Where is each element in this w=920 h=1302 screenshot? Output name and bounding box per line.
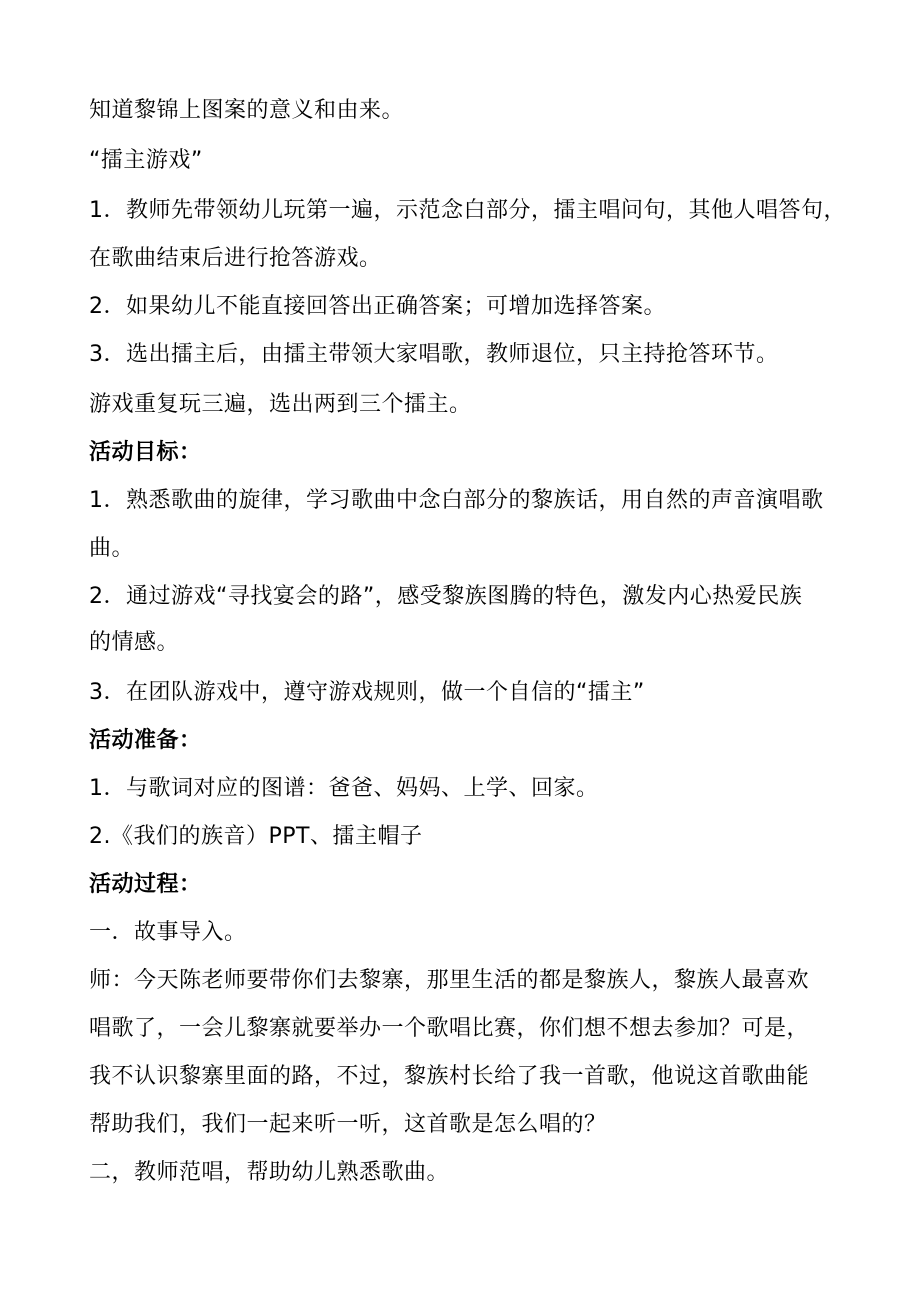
process-line: 我不认识黎寨里面的路，不过，黎族村长给了我一首歌，他说这首歌曲能 bbox=[89, 1064, 810, 1089]
goal-line: 1．熟悉歌曲的旋律，学习歌曲中念白部分的黎族话，用自然的声音演唱歌 bbox=[89, 488, 824, 513]
goal-line: 的情感。 bbox=[89, 630, 180, 655]
prep-heading: 活动准备： bbox=[89, 728, 202, 753]
goals-heading: 活动目标： bbox=[89, 440, 202, 465]
game-rule-line: 1．教师先带领幼儿玩第一遍，示范念白部分，擂主唱问句，其他人唱答句， bbox=[89, 198, 846, 223]
goal-line: 2．通过游戏“寻找宴会的路”，感受黎族图腾的特色，激发内心热爱民族 bbox=[89, 584, 803, 609]
game-title: “擂主游戏” bbox=[89, 148, 203, 173]
process-line: 二，教师范唱，帮助幼儿熟悉歌曲。 bbox=[89, 1160, 450, 1185]
game-rule-line: 3．选出擂主后，由擂主带领大家唱歌，教师退位，只主持抢答环节。 bbox=[89, 342, 779, 367]
prep-line: 1．与歌词对应的图谱：爸爸、妈妈、上学、回家。 bbox=[89, 776, 599, 801]
goal-line: 曲。 bbox=[89, 536, 135, 561]
game-rule-line: 游戏重复玩三遍，选出两到三个擂主。 bbox=[89, 392, 472, 417]
game-rule-line: 在歌曲结束后进行抢答游戏。 bbox=[89, 246, 382, 271]
process-heading: 活动过程： bbox=[89, 872, 202, 897]
game-rule-line: 2．如果幼儿不能直接回答出正确答案；可增加选择答案。 bbox=[89, 294, 666, 319]
process-line: 帮助我们，我们一起来听一听，这首歌是怎么唱的？ bbox=[89, 1112, 607, 1137]
intro-line: 知道黎锦上图案的意义和由来。 bbox=[89, 98, 405, 123]
goal-line: 3．在团队游戏中，遵守游戏规则，做一个自信的“擂主” bbox=[89, 680, 645, 705]
process-line: 唱歌了，一会儿黎寨就要举办一个歌唱比赛，你们想不想去参加？可是， bbox=[89, 1016, 810, 1041]
process-line: 一．故事导入。 bbox=[89, 920, 247, 945]
prep-line: 2.《我们的族音）PPT、擂主帽子 bbox=[89, 824, 423, 849]
process-line: 师：今天陈老师要带你们去黎寨，那里生活的都是黎族人，黎族人最喜欢 bbox=[89, 968, 810, 993]
